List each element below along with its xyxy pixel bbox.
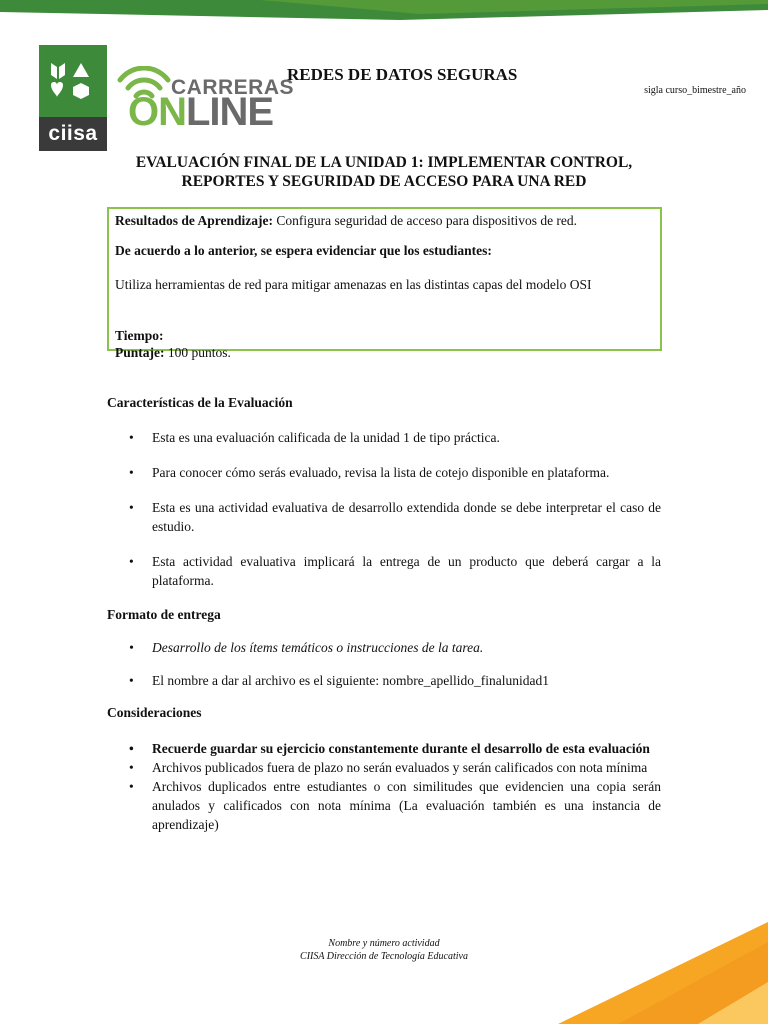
header-decor-band: [0, 0, 768, 24]
formato-list: [107, 638, 661, 690]
caracteristicas-heading: Características de la Evaluación: [107, 395, 293, 410]
list-item: • Esta es una actividad evaluativa de desarrollo extendida donde se debe interpretar el caso de estudio.: [107, 498, 661, 536]
list-item: • Para conocer cómo serás evaluado, revisa la lista de cotejo disponible en plataforma.: [107, 463, 661, 482]
carreras-wordmark: CARRERAS: [171, 76, 295, 99]
evaluation-title-line1: EVALUACIÓN FINAL DE LA UNIDAD 1: IMPLEMENTAR CONTROL,: [135, 154, 633, 171]
learning-outcomes-box: [107, 207, 662, 360]
online-wordmark: [128, 92, 273, 132]
list-item: • Esta es una evaluación calificada de la unidad 1 de tipo práctica.: [107, 428, 661, 447]
footer: [180, 937, 588, 963]
acuerdo-text: De acuerdo a lo anterior, se espera evidenciar que los estudiantes:: [115, 243, 492, 258]
list-item: • El nombre a dar al archivo es el siguiente: nombre_apellido_finalunidad1: [107, 671, 661, 690]
footer-decor-corner: [528, 922, 768, 1024]
resultados-paragraph: [115, 212, 654, 229]
puntaje-label: Puntaje:: [115, 345, 165, 360]
ciisa-logo: [39, 45, 107, 151]
evaluation-title: [100, 153, 668, 191]
evaluation-title-line2: REPORTES Y SEGURIDAD DE ACCESO PARA UNA RED: [181, 173, 587, 190]
resultados-text: Configura seguridad de acceso para dispositivos de red.: [273, 213, 578, 228]
online-line: LINE: [186, 90, 274, 134]
puntaje-paragraph: [115, 344, 654, 361]
consideraciones-heading: Consideraciones: [107, 705, 202, 720]
formato-heading: Formato de entrega: [107, 607, 221, 622]
ciisa-wordmark: ciisa: [39, 117, 107, 151]
footer-activity-name: Nombre y número actividad: [328, 938, 440, 949]
course-title: REDES DE DATOS SEGURAS: [287, 65, 518, 84]
resultados-label: Resultados de Aprendizaje:: [115, 213, 274, 228]
consideraciones-list: [107, 739, 661, 834]
tiempo-label: Tiempo:: [115, 328, 164, 343]
list-item: • Esta actividad evaluativa implicará la entrega de un producto que deberá cargar a la plataforma.: [107, 552, 661, 590]
utiliza-text: Utiliza herramientas de red para mitigar amenazas en las distintas capas del modelo OSI: [115, 277, 592, 292]
caracteristicas-list: [107, 428, 661, 590]
online-on: ON: [128, 90, 186, 134]
footer-department: CIISA Dirección de Tecnología Educativa: [300, 951, 468, 962]
ciisa-emblem-icon: [47, 57, 99, 109]
list-item: • Archivos publicados fuera de plazo no serán evaluados y serán calificados con nota mínima: [107, 758, 661, 777]
list-item: • Archivos duplicados entre estudiantes o con similitudes que evidencien una copia serán anulados y calificados con nota mínima (La evaluación también es una instancia de aprendizaje): [107, 777, 661, 834]
list-item: • Desarrollo de los ítems temáticos o instrucciones de la tarea.: [107, 638, 661, 657]
puntaje-value: 100 puntos.: [164, 345, 231, 360]
course-code: sigla curso_bimestre_año: [644, 85, 746, 96]
list-item: • Recuerde guardar su ejercicio constantemente durante el desarrollo de esta evaluación: [107, 739, 661, 758]
